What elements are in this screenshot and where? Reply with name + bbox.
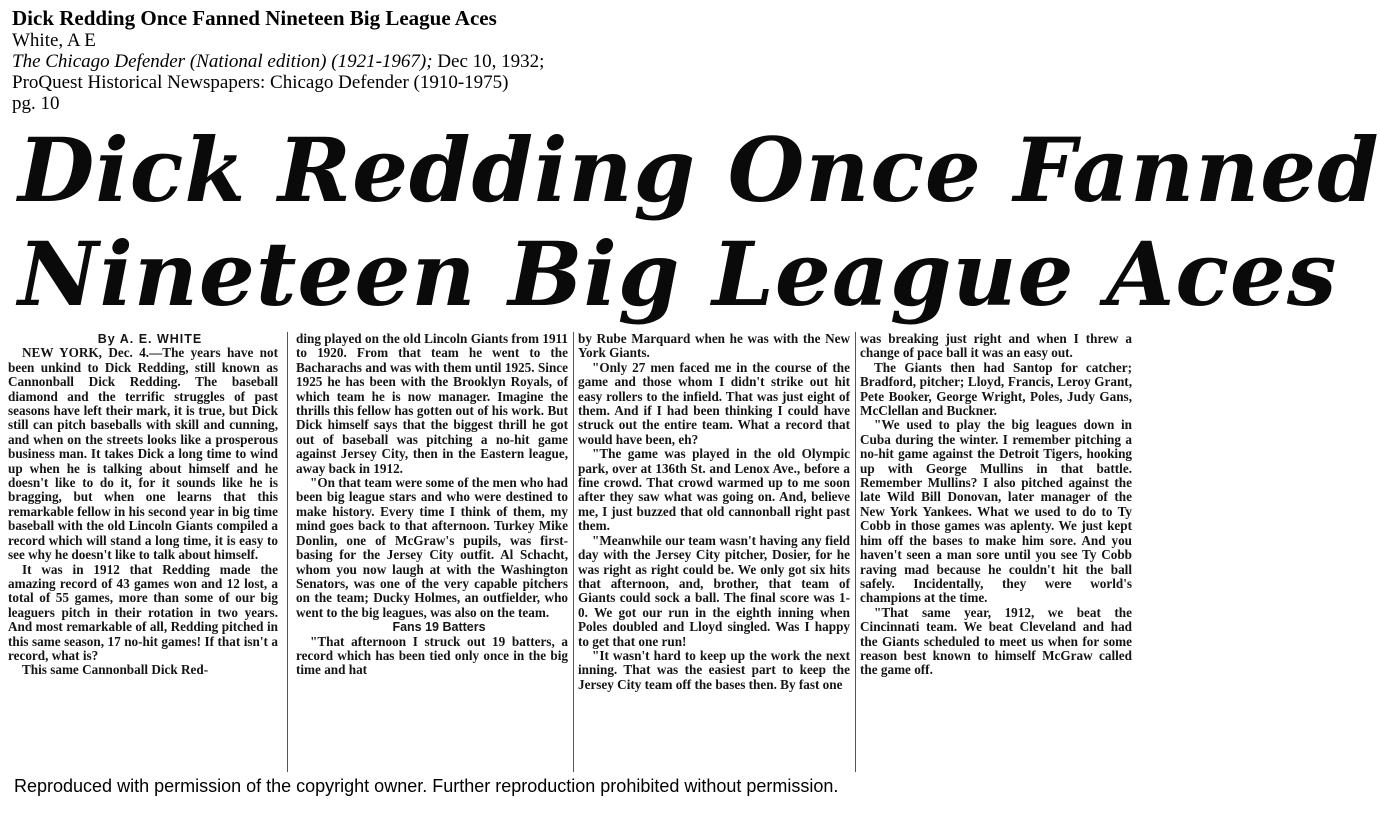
- citation-page: pg. 10: [12, 93, 60, 114]
- article-column-2: [296, 332, 568, 772]
- byline: By A. E. WHITE: [97, 332, 203, 346]
- article-column-4: [860, 332, 1132, 772]
- paragraph: "That same year, 1912, we beat the Cincinnati team. We beat Cleveland and had the Giants scheduled to meet us when for some reason best known to himself McGraw called the game off.: [860, 604, 1132, 678]
- citation-author: White, A E: [12, 30, 96, 51]
- paragraph: "Meanwhile our team wasn't having any field day with the Jersey City pitcher, Dosier, for he was right as right could be. We only got six hits that afternoon, and, brother, that team of Giants could sock a ball. The final score was 1-0. We got our run in the eighth inning when Poles doubled and Lloyd singled. Was I happy to get that one run!: [578, 532, 850, 649]
- paragraph: "That afternoon I struck out 19 batters, a record which has been tied only once in the big time and hat: [296, 633, 568, 678]
- citation-date: Dec 10, 1932;: [432, 51, 545, 72]
- paragraph: ding played on the old Lincoln Giants from 1911 to 1920. From that team he went to the Bacharachs and was with them until 1925. Since 1925 he has been with the Brooklyn Royals, of which team he is now manager. Imagine the thrills this fellow has gotten out of his work. But Dick himself says that the biggest thrill he got out of baseball was pitching a no-hit game against Jersey City, then in the Eastern league, away back in 1912.: [296, 331, 568, 476]
- paragraph: "Only 27 men faced me in the course of the game and those whom I didn't strike out hit easy rollers to the infield. That was just eight of them. And if I had been thinking I could have struck out the entire team. What a record that would have been, eh?: [578, 359, 850, 447]
- article-columns: [8, 332, 1138, 772]
- headline-line-1: Dick Redding Once Fanned: [18, 118, 1380, 222]
- paragraph: "On that team were some of the men who had been big league stars and who were destined to make history. Every time I think of them, my mind goes back to that afternoon. Turkey Mike Donlin, one of McGraw's pupils, was first-basing for the Jersey City outfit. Al Schacht, whom you now laugh at with the Washington Senators, was one of the very capable pitchers on the team; Ducky Holmes, an outfielder, who went to the big leagues, was also on the team.: [296, 475, 568, 620]
- copyright-notice: Reproduced with permission of the copyright owner. Further reproduction prohibited without permission.: [14, 776, 839, 796]
- citation-block: [12, 6, 1122, 114]
- article-headline: [18, 118, 1380, 326]
- paragraph: was breaking just right and when I threw a change of pace ball it was an easy out.: [860, 331, 1132, 361]
- paragraph: This same Cannonball Dick Red-: [22, 662, 209, 678]
- paragraph: "We used to play the big leagues down in Cuba during the winter. I remember pitching a no-hit game against the Detroit Tigers, hooking up with George Mullins in that battle. Remember Mullins? I also pitched against the late Wild Bill Donovan, later manager of the New York Yankees. What we used to do to Ty Cobb in those games was aplenty. We just kept him off the bases to make him sore. And you haven't seen a man sore until you see Ty Cobb raving mad because he couldn't hit the ball safely. Incidentally, they were world's champions at the time.: [860, 417, 1132, 606]
- headline-line-2: Nineteen Big League Aces: [18, 222, 1338, 326]
- column-divider: [287, 332, 288, 772]
- citation-title: Dick Redding Once Fanned Nineteen Big League Aces: [12, 6, 497, 30]
- column-divider: [573, 332, 574, 772]
- citation-journal: The Chicago Defender (National edition) (1921-1967);: [12, 51, 433, 72]
- article-column-3: [578, 332, 850, 772]
- citation-source: [12, 51, 1122, 72]
- paragraph: It was in 1912 that Redding made the amazing record of 43 games won and 12 lost, a total of 55 games, more than some of our big leaguers pitch in their rotation in two years. And most remarkable of all, Redding pitched in this same season, 17 no-hit games! If that isn't a record, what is?: [8, 561, 278, 663]
- subhead: Fans 19 Batters: [392, 620, 486, 635]
- citation-database: ProQuest Historical Newspapers: Chicago Defender (1910-1975): [12, 72, 509, 93]
- article-column-1: [8, 332, 278, 772]
- paragraph: The Giants then had Santop for catcher; Bradford, pitcher; Lloyd, Francis, Leroy Grant, Pete Booker, George Wright, Poles, Judy Gans, McClellan and Buckner.: [860, 359, 1132, 419]
- paragraph: "It wasn't hard to keep up the work the next inning. That was the easiest part to keep the Jersey City team off the bases then. By fast one: [578, 647, 850, 692]
- column-divider: [855, 332, 856, 772]
- paragraph: by Rube Marquard when he was with the New York Giants.: [578, 331, 850, 361]
- paragraph: NEW YORK, Dec. 4.—The years have not been unkind to Dick Redding, still known as Cannonball Dick Redding. The baseball diamond and the terrific struggles of past seasons have left their mark, it is true, but Dick still can pitch baseballs with skill and cunning, and when on the streets looks like a prosperous business man. It takes Dick a long time to wind up when he is talking about himself and he doesn't like to do it, for it sounds like he is bragging, but when one learns that this remarkable fellow in his second year in big time baseball with the old Lincoln Giants compiled a record which will stand a long time, it is easy to see why he doesn't like to talk about himself.: [8, 345, 278, 563]
- paragraph: "The game was played in the old Olympic park, over at 136th St. and Lenox Ave., before a fine crowd. That crowd warmed up to me soon after they saw what was going on. And, believe me, I just buzzed that old cannonball right past them.: [578, 446, 850, 534]
